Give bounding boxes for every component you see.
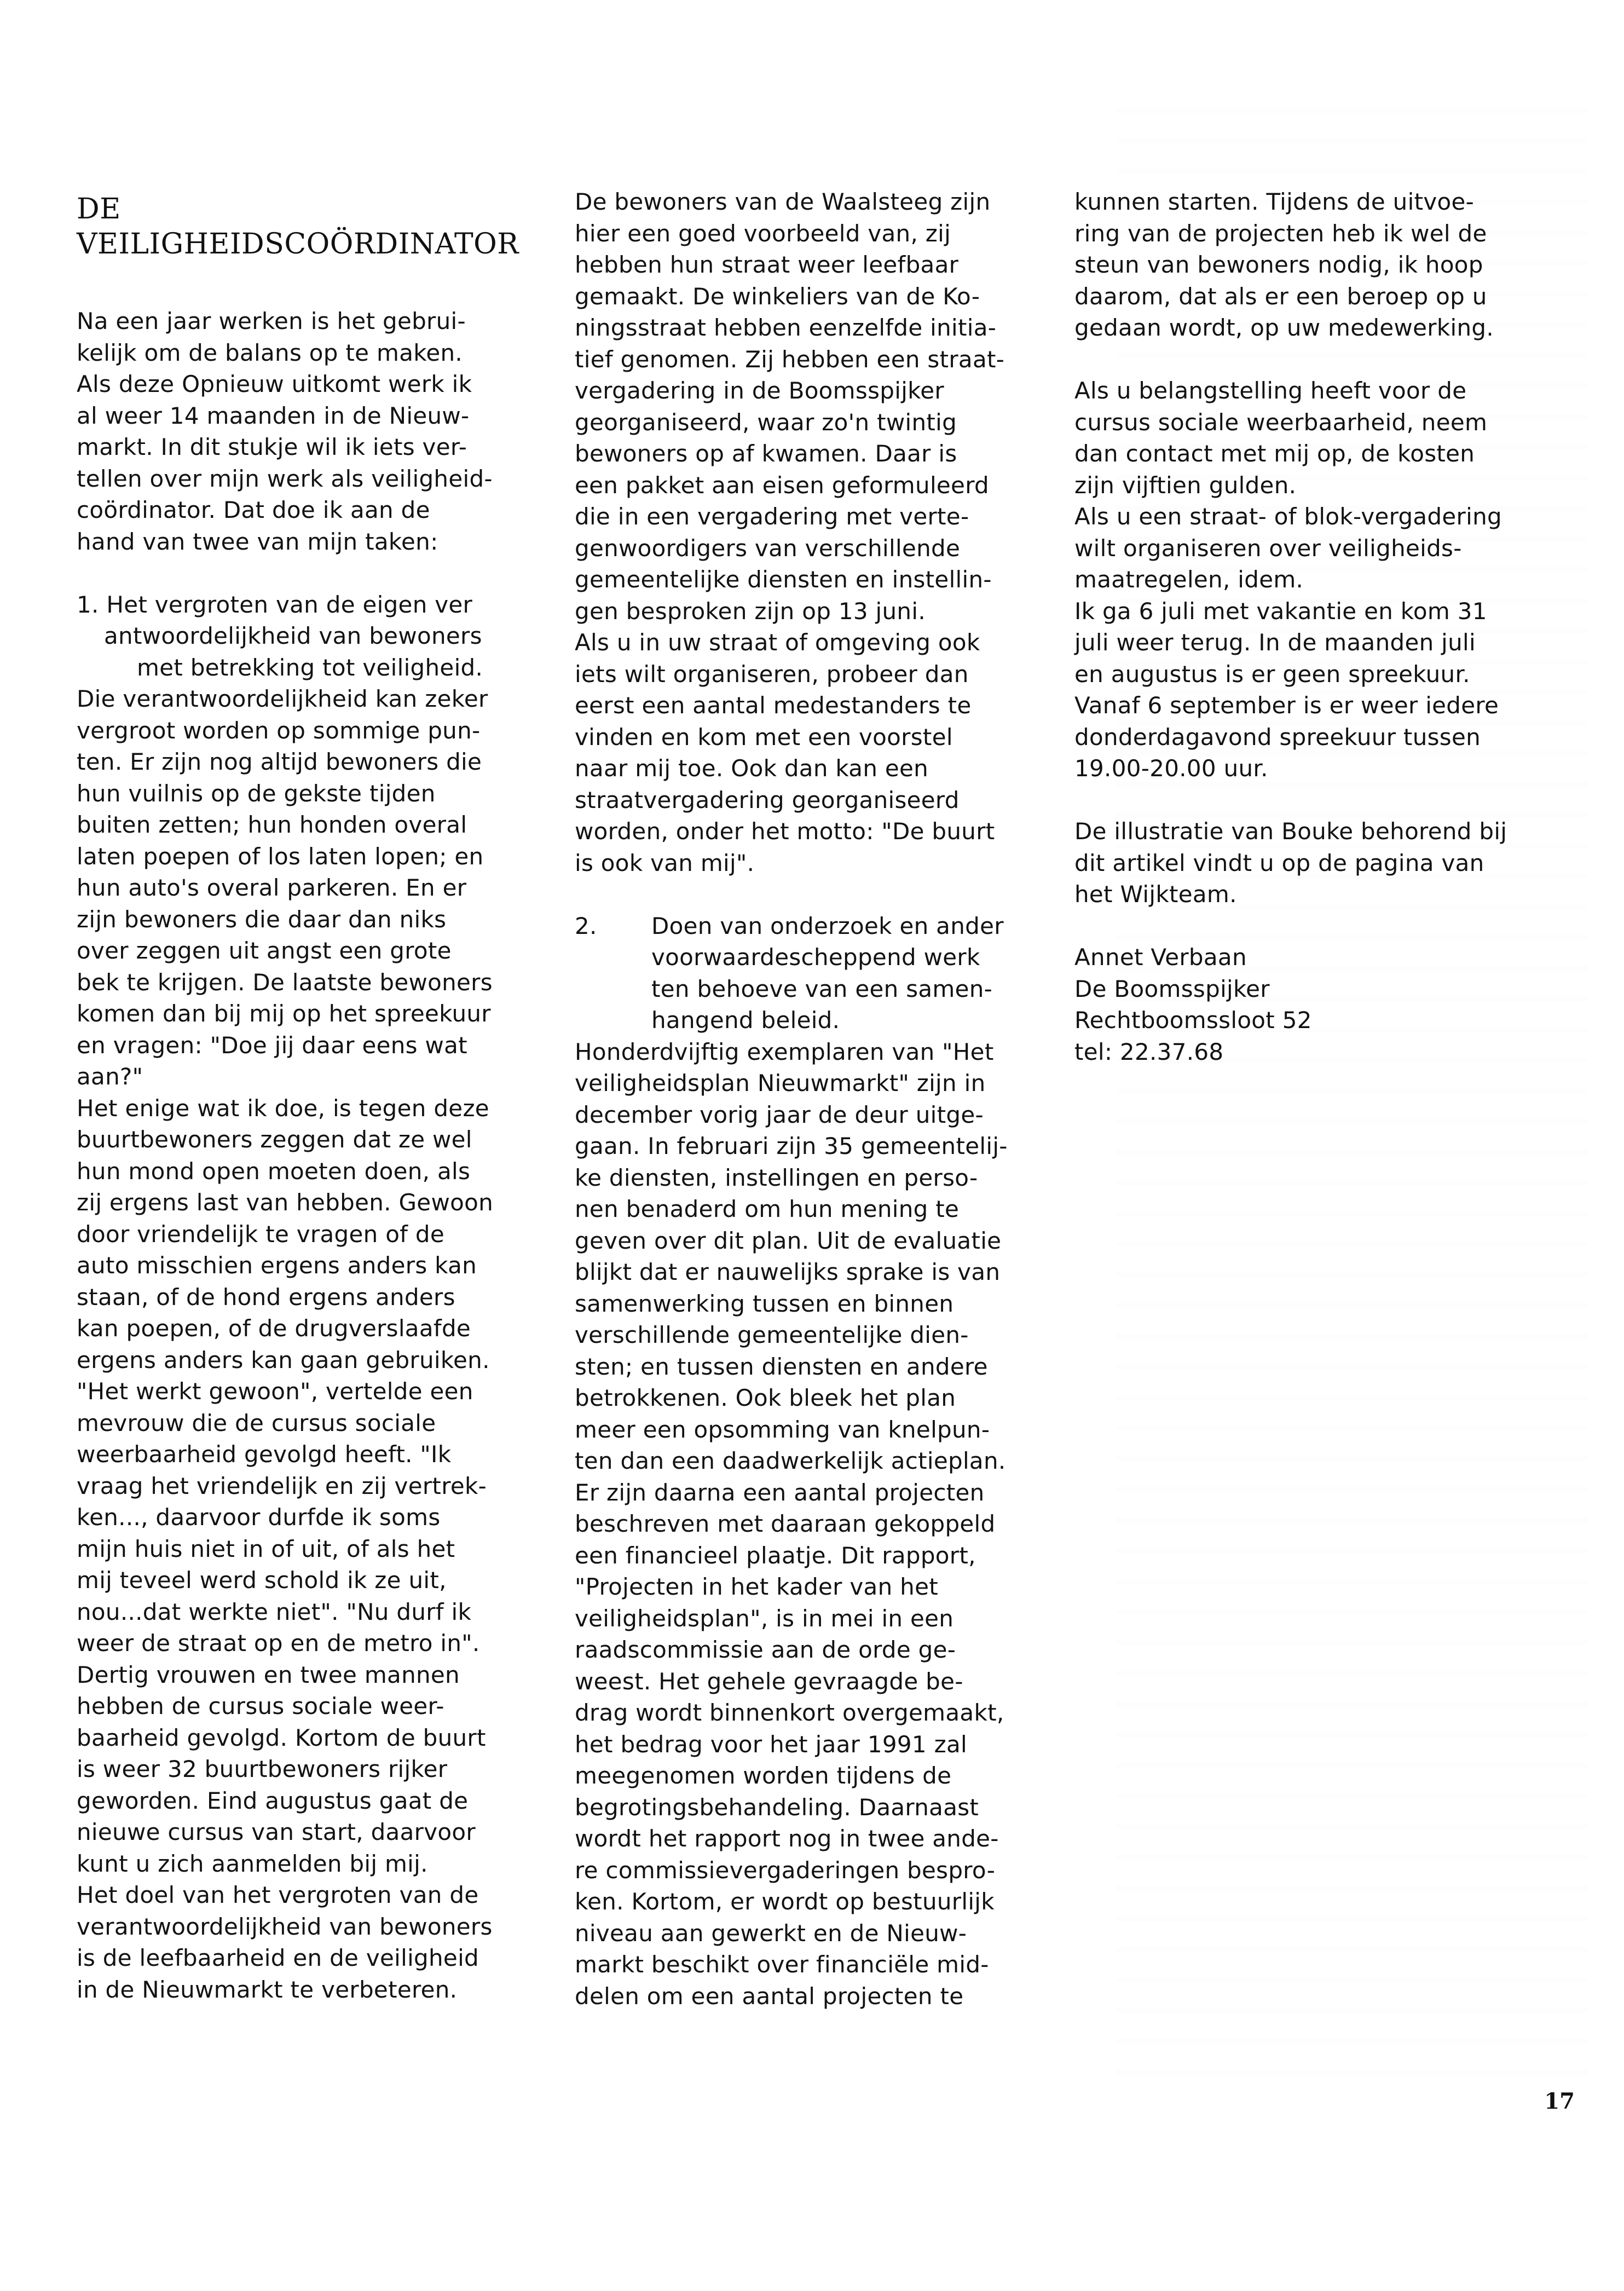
- list-item-2-heading: [575, 910, 1056, 1036]
- body-paragraph: [1074, 375, 1556, 784]
- text-line: maatregelen, idem.: [1074, 566, 1304, 593]
- text-line: buurtbewoners zeggen dat ze wel: [77, 1126, 472, 1153]
- text-line: staan, of de hond ergens anders: [77, 1283, 455, 1311]
- text-line: Die verantwoordelijkheid kan zeker: [77, 685, 488, 712]
- column-2: [575, 186, 1056, 2012]
- text-line: Na een jaar werken is het gebrui-: [77, 308, 466, 334]
- text-line: geven over dit plan. Uit de evaluatie: [575, 1227, 1002, 1254]
- text-line: is de leefbaarheid en de veiligheid: [77, 1944, 479, 1971]
- text-line: ten dan een daadwerkelijk actieplan.: [575, 1447, 1006, 1474]
- author-address: Rechtboomssloot 52: [1074, 1007, 1312, 1034]
- text-line: antwoordelijkheid van bewoners: [104, 622, 482, 649]
- text-line: cursus sociale weerbaarheid, neem: [1074, 408, 1488, 436]
- list-number: 2.: [575, 912, 597, 939]
- text-line: baarheid gevolgd. Kortom de buurt: [77, 1724, 486, 1751]
- list-text: Doen van onderzoek en ander: [651, 912, 1004, 939]
- text-line: veiligheidsplan Nieuwmarkt" zijn in: [575, 1070, 986, 1097]
- text-line: gemaakt. De winkeliers van de Ko-: [575, 282, 980, 310]
- text-line: [575, 910, 1056, 942]
- text-line: gaan. In februari zijn 35 gemeentelij-: [575, 1133, 1008, 1159]
- text-line: bek te krijgen. De laatste bewoners: [77, 968, 493, 996]
- text-line: niveau aan gewerkt en de Nieuw-: [575, 1919, 967, 1947]
- text-line: al weer 14 maanden in de Nieuw-: [77, 402, 470, 429]
- text-line: weerbaarheid gevolgd heeft. "Ik: [77, 1441, 452, 1468]
- text-line: hebben de cursus sociale weer-: [77, 1693, 444, 1719]
- text-line: auto misschien ergens anders kan: [77, 1252, 477, 1279]
- text-line: Als u belangstelling heeft voor de: [1074, 377, 1467, 404]
- text-line: vergadering in de Boomsspijker: [575, 377, 944, 404]
- text-line: verschillende gemeentelijke dien-: [575, 1321, 969, 1348]
- text-line: aan?": [77, 1063, 143, 1090]
- text-line: ten behoeve van een samen-: [651, 975, 993, 1002]
- text-line: juli weer terug. In de maanden juli: [1074, 629, 1476, 656]
- text-line: tellen over mijn werk als veiligheid-: [77, 465, 493, 492]
- title-line-2: VEILIGHEIDSCOÖRDINATOR: [77, 228, 519, 261]
- text-line: donderdagavond spreekuur tussen: [1074, 723, 1481, 751]
- text-line: hier een goed voorbeeld van, zij: [575, 220, 951, 247]
- body-paragraph: [1074, 816, 1556, 910]
- text-line: eerst een aantal medestanders te: [575, 692, 972, 719]
- text-line: geworden. Eind augustus gaat de: [77, 1787, 469, 1814]
- text-line: Als u in uw straat of omgeving ook: [575, 629, 980, 656]
- text-line: Dertig vrouwen en twee mannen: [77, 1661, 460, 1688]
- column-3: [1074, 186, 1556, 1067]
- text-line: iets wilt organiseren, probeer dan: [575, 660, 969, 688]
- text-line: hun mond open moeten doen, als: [77, 1157, 471, 1185]
- text-line: nen benaderd om hun mening te: [575, 1196, 960, 1222]
- text-line: zij ergens last van hebben. Gewoon: [77, 1189, 494, 1216]
- text-line: steun van bewoners nodig, ik hoop: [1074, 251, 1483, 278]
- text-line: het Wijkteam.: [1074, 881, 1237, 908]
- text-line: vinden en kom met een voorstel: [575, 723, 953, 751]
- text-line: vergroot worden op sommige pun-: [77, 717, 481, 744]
- text-line: nou...dat werkte niet". "Nu durf ik: [77, 1598, 472, 1625]
- text-line: "Het werkt gewoon", vertelde een: [77, 1378, 473, 1405]
- text-line: is weer 32 buurtbewoners rijker: [77, 1756, 448, 1782]
- column-1: [77, 186, 558, 2005]
- text-line: vraag het vriendelijk en zij vertrek-: [77, 1472, 487, 1499]
- author-organization: De Boomsspijker: [1074, 975, 1270, 1002]
- text-line: dan contact met mij op, de kosten: [1074, 440, 1475, 467]
- text-line: De bewoners van de Waalsteeg zijn: [575, 188, 991, 215]
- text-line: weest. Het gehele gevraagde be-: [575, 1667, 963, 1695]
- text-line: veiligheidsplan", is in mei in een: [575, 1605, 954, 1632]
- text-line: begrotingsbehandeling. Daarnaast: [575, 1793, 979, 1821]
- article-title: [77, 192, 558, 262]
- text-line: over zeggen uit angst een grote: [77, 937, 452, 964]
- author-signature: [1074, 942, 1556, 1067]
- text-line: wordt het rapport nog in twee ande-: [575, 1825, 999, 1852]
- text-line: bewoners op af kwamen. Daar is: [575, 440, 957, 467]
- text-line: genwoordigers van verschillende: [575, 534, 961, 562]
- text-line: worden, onder het motto: "De buurt: [575, 818, 995, 845]
- text-line: ke diensten, instellingen en perso-: [575, 1164, 978, 1191]
- text-line: hun vuilnis op de gekste tijden: [77, 780, 436, 807]
- text-line: Honderdvijftig exemplaren van "Het: [575, 1038, 994, 1065]
- text-line: ergens anders kan gaan gebruiken.: [77, 1346, 490, 1374]
- text-line: voorwaardescheppend werk: [651, 944, 980, 971]
- page-number: 17: [1544, 2088, 1575, 2114]
- text-line: meegenomen worden tijdens de: [575, 1762, 952, 1789]
- text-line: is ook van mij".: [575, 849, 755, 876]
- text-line: Het doel van het vergroten van de: [77, 1882, 479, 1908]
- text-line: buiten zetten; hun honden overal: [77, 811, 467, 838]
- text-line: Vanaf 6 september is er weer iedere: [1074, 692, 1499, 719]
- text-line: tief genomen. Zij hebben een straat-: [575, 345, 1005, 373]
- text-line: "Projecten in het kader van het: [575, 1573, 938, 1600]
- text-line: raadscommissie aan de orde ge-: [575, 1636, 956, 1663]
- text-line: gen besproken zijn op 13 juni.: [575, 597, 926, 625]
- text-line: betrokkenen. Ook bleek het plan: [575, 1384, 956, 1411]
- text-line: Er zijn daarna een aantal projecten: [575, 1479, 985, 1506]
- list-item-1-heading: [77, 589, 558, 684]
- text-line: beschreven met daaraan gekoppeld: [575, 1510, 996, 1537]
- text-line: meer een opsomming van knelpun-: [575, 1416, 990, 1443]
- text-line: wilt organiseren over veiligheids-: [1074, 534, 1462, 562]
- text-line: Als deze Opnieuw uitkomt werk ik: [77, 371, 472, 397]
- text-line: kan poepen, of de drugverslaafde: [77, 1315, 471, 1342]
- text-line: gemeentelijke diensten en instellin-: [575, 566, 992, 593]
- text-line: kunt u zich aanmelden bij mij.: [77, 1850, 428, 1877]
- text-line: en vragen: "Doe jij daar eens wat: [77, 1031, 467, 1059]
- text-line: ten. Er zijn nog altijd bewoners die: [77, 748, 482, 775]
- text-line: markt. In dit stukje wil ik iets ver-: [77, 434, 467, 460]
- text-line: mij teveel werd schold ik ze uit,: [77, 1567, 447, 1594]
- author-phone: tel: 22.37.68: [1074, 1038, 1224, 1065]
- body-paragraph: [1074, 186, 1556, 344]
- text-line: met betrekking tot veiligheid.: [137, 654, 483, 681]
- text-line: daarom, dat als er een beroep op u: [1074, 282, 1487, 310]
- text-line: ningsstraat hebben eenzelfde initia-: [575, 314, 997, 341]
- text-line: kunnen starten. Tijdens de uitvoe-: [1074, 188, 1475, 215]
- text-line: mijn huis niet in of uit, of als het: [77, 1535, 455, 1562]
- title-line-1: DE: [77, 193, 121, 226]
- text-line: nieuwe cursus van start, daarvoor: [77, 1819, 476, 1845]
- text-line: hebben hun straat weer leefbaar: [575, 251, 959, 278]
- text-line: laten poepen of los laten lopen; en: [77, 842, 484, 870]
- text-line: hun auto's overal parkeren. En er: [77, 874, 467, 901]
- body-paragraph: [575, 1036, 1056, 2012]
- text-line: 1. Het vergroten van de eigen ver: [77, 591, 473, 618]
- text-line: blijkt dat er nauwelijks sprake is van: [575, 1259, 1001, 1285]
- text-line: gedaan wordt, op uw medewerking.: [1074, 314, 1494, 341]
- text-line: drag wordt binnenkort overgemaakt,: [575, 1699, 1004, 1726]
- text-line: een financieel plaatje. Dit rapport,: [575, 1542, 976, 1569]
- text-line: georganiseerd, waar zo'n twintig: [575, 408, 957, 436]
- text-line: kelijk om de balans op te maken.: [77, 339, 463, 366]
- text-line: een pakket aan eisen geformuleerd: [575, 471, 989, 499]
- text-line: ken. Kortom, er wordt op bestuurlijk: [575, 1888, 995, 1915]
- author-name: Annet Verbaan: [1074, 944, 1247, 971]
- text-line: straatvergadering georganiseerd: [575, 786, 960, 813]
- text-line: Ik ga 6 juli met vakantie en kom 31: [1074, 597, 1487, 625]
- intro-paragraph: [77, 305, 558, 557]
- text-line: re commissievergaderingen bespro-: [575, 1856, 996, 1884]
- text-line: en augustus is er geen spreekuur.: [1074, 660, 1470, 688]
- text-line: markt beschikt over financiële mid-: [575, 1951, 989, 1978]
- text-line: ken..., daarvoor durfde ik soms: [77, 1504, 441, 1531]
- text-line: verantwoordelijkheid van bewoners: [77, 1913, 493, 1940]
- text-line: zijn bewoners die daar dan niks: [77, 905, 447, 933]
- text-line: december vorig jaar de deur uitge-: [575, 1101, 984, 1128]
- text-line: hand van twee van mijn taken:: [77, 528, 438, 555]
- text-line: komen dan bij mij op het spreekuur: [77, 1000, 491, 1027]
- text-line: ring van de projecten heb ik wel de: [1074, 220, 1487, 247]
- text-line: in de Nieuwmarkt te verbeteren.: [77, 1976, 458, 2003]
- text-line: zijn vijftien gulden.: [1074, 471, 1297, 499]
- text-line: naar mij toe. Ook dan kan een: [575, 755, 929, 782]
- text-line: De illustratie van Bouke behorend bij: [1074, 818, 1507, 845]
- text-line: hangend beleid.: [651, 1007, 840, 1034]
- text-line: sten; en tussen diensten en andere: [575, 1353, 988, 1380]
- text-line: samenwerking tussen en binnen: [575, 1290, 954, 1317]
- text-line: 19.00-20.00 uur.: [1074, 755, 1268, 782]
- text-line: Als u een straat- of blok-vergadering: [1074, 503, 1502, 530]
- text-line: dit artikel vindt u op de pagina van: [1074, 849, 1484, 876]
- text-line: delen om een aantal projecten te: [575, 1982, 964, 2010]
- text-line: coördinator. Dat doe ik aan de: [77, 497, 430, 523]
- text-line: weer de straat op en de metro in".: [77, 1630, 480, 1657]
- text-line: die in een vergadering met verte-: [575, 503, 969, 530]
- text-line: Het enige wat ik doe, is tegen deze: [77, 1094, 489, 1122]
- text-line: mevrouw die de cursus sociale: [77, 1409, 436, 1436]
- text-line: het bedrag voor het jaar 1991 zal: [575, 1730, 967, 1758]
- body-paragraph: [575, 186, 1056, 879]
- text-line: door vriendelijk te vragen of de: [77, 1220, 445, 1248]
- body-paragraph: [77, 683, 558, 2005]
